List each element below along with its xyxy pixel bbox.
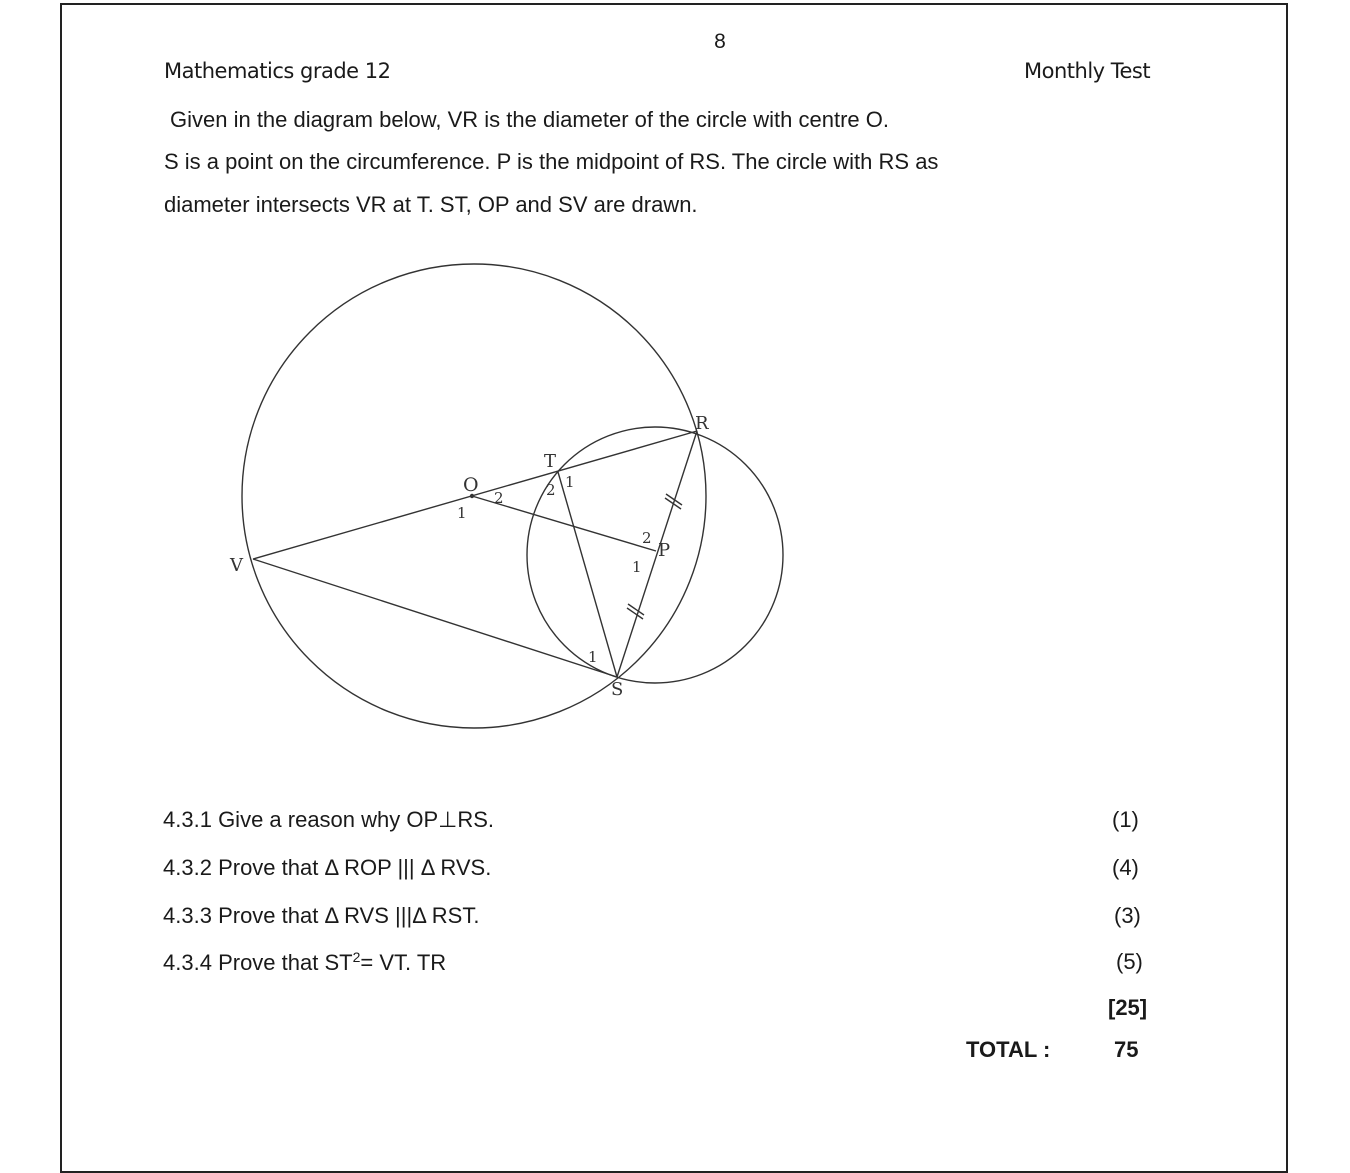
question-4-3-4 xyxy=(163,949,446,976)
line-RS xyxy=(617,431,697,677)
label-O: O xyxy=(463,474,479,496)
angle-S1: 1 xyxy=(588,648,598,666)
intro-line-3: diameter intersects VR at T. ST, OP and SV are drawn. xyxy=(164,192,698,217)
intro-line-1: Given in the diagram below, VR is the diameter of the circle with centre O. xyxy=(170,107,889,132)
triangle-symbol: Δ xyxy=(420,855,435,880)
triangle-symbol: Δ xyxy=(324,855,338,880)
question-4-3-3 xyxy=(163,903,479,929)
angle-T1: 1 xyxy=(565,473,575,491)
triangle-name: ROP xyxy=(344,855,392,880)
angle-O1: 1 xyxy=(457,504,467,522)
question-4-3-2 xyxy=(163,855,491,881)
question-number: 4.3.2 xyxy=(163,855,212,880)
label-R: R xyxy=(695,413,709,434)
question-number: 4.3.1 xyxy=(163,807,212,832)
similar-symbol: ||| xyxy=(395,903,413,928)
marks-4-3-3: (3) xyxy=(1114,903,1141,928)
label-S: S xyxy=(611,679,624,700)
triangle-name: RVS. xyxy=(440,855,492,880)
label-P: P xyxy=(658,540,671,561)
small-circle xyxy=(527,427,783,683)
question-text: RS. xyxy=(457,807,495,832)
line-VS xyxy=(253,559,617,677)
similar-symbol: ||| xyxy=(397,855,415,880)
angle-P2: 2 xyxy=(642,529,652,547)
triangle-name: RST. xyxy=(431,903,480,928)
marks-4-3-1: (1) xyxy=(1112,807,1139,832)
marks-4-3-4: (5) xyxy=(1116,949,1143,974)
label-T: T xyxy=(544,451,557,472)
triangle-symbol: Δ xyxy=(324,903,338,928)
section-total: [25] xyxy=(1108,995,1148,1020)
page-number: 8 xyxy=(714,30,726,53)
question-text: Prove that xyxy=(218,903,325,928)
question-text: Prove that ST xyxy=(218,950,353,975)
line-ST xyxy=(558,472,617,677)
superscript: 2 xyxy=(352,949,361,965)
question-text: Prove that xyxy=(218,855,325,880)
marks-4-3-2: (4) xyxy=(1112,855,1139,880)
question-4-3-1 xyxy=(163,807,494,833)
total-value: 75 xyxy=(1114,1037,1139,1062)
angle-T2: 2 xyxy=(546,481,556,499)
question-text: Give a reason why OP xyxy=(218,807,439,832)
label-V: V xyxy=(230,555,243,576)
question-text: = VT. TR xyxy=(360,950,447,975)
question-number: 4.3.4 xyxy=(163,950,212,975)
question-number: 4.3.3 xyxy=(163,903,212,928)
angle-P1: 1 xyxy=(632,558,642,576)
total-label: TOTAL : xyxy=(966,1037,1051,1062)
header-subject: Mathematics grade 12 xyxy=(164,59,391,83)
perpendicular-symbol: ⊥ xyxy=(438,807,458,832)
triangle-symbol: Δ xyxy=(412,903,426,928)
triangle-name: RVS xyxy=(344,903,389,928)
intro-line-2: S is a point on the circumference. P is the midpoint of RS. The circle with RS as xyxy=(164,149,939,174)
header-test-type: Monthly Test xyxy=(1024,59,1151,83)
angle-O2: 2 xyxy=(494,489,504,507)
